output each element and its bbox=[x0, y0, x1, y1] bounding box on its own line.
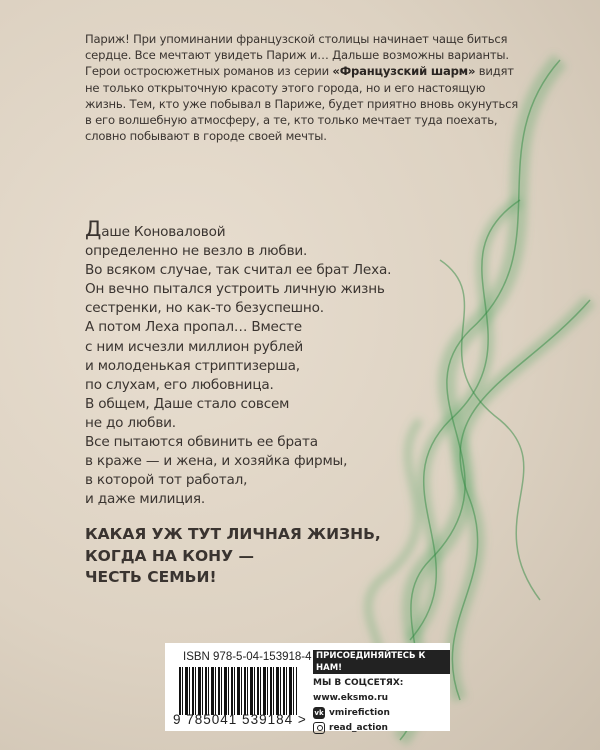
blurb-line: и даже милиция. bbox=[85, 491, 206, 508]
series-name: «Французский шарм» bbox=[332, 64, 476, 79]
series-description bbox=[85, 31, 525, 144]
blurb-line: Он вечно пытался устроить личную жизнь bbox=[85, 281, 385, 298]
blurb-line: с ним исчезли миллион рублей bbox=[85, 338, 304, 355]
blurb-line: и молоденькая стриптизерша, bbox=[85, 357, 300, 374]
vk-handle[interactable]: vmirefiction bbox=[329, 708, 390, 718]
isbn-label: ISBN 978-5-04-153918-4 bbox=[183, 651, 312, 663]
barcode-panel bbox=[165, 643, 450, 731]
blurb-line: Все пытаются обвинить ее брата bbox=[85, 434, 318, 451]
blurb-line: по слухам, его любовница. bbox=[85, 376, 274, 393]
tagline-line: КАКАЯ УЖ ТУТ ЛИЧНАЯ ЖИЗНЬ, bbox=[85, 525, 381, 543]
instagram-icon bbox=[313, 722, 325, 734]
tagline-line: ЧЕСТЬ СЕМЬИ! bbox=[85, 568, 217, 586]
blurb-line: определенно не везло в любви. bbox=[85, 243, 308, 260]
blurb-line: аше Коноваловой bbox=[101, 224, 226, 240]
drop-cap: Д bbox=[85, 217, 102, 241]
book-blurb bbox=[85, 217, 415, 509]
blurb-line: Во всяком случае, так считал ее брат Леха. bbox=[85, 262, 392, 279]
instagram-handle[interactable]: read_action bbox=[329, 723, 388, 733]
blurb-line: в краже — и жена, и хозяйка фирмы, bbox=[85, 453, 348, 470]
barcode-digits: 9 785041 539184 > bbox=[173, 712, 307, 727]
blurb-line: В общем, Даше стало совсем bbox=[85, 395, 290, 412]
blurb-line: в которой тот работал, bbox=[85, 472, 248, 489]
vk-icon: vk bbox=[314, 708, 324, 717]
website-link[interactable]: www.eksmo.ru bbox=[313, 693, 389, 703]
intro-text: Париж! При упоминании французской столицы начинает чаще биться сердце. Все мечтают увидеть Париж и… Дальше возможны варианты. Герои остросюжетных романов из серии bbox=[85, 32, 509, 79]
blurb-line: сестренки, но как-то безуспешно. bbox=[85, 300, 324, 317]
barcode-image bbox=[179, 667, 297, 715]
join-banner: ПРИСОЕДИНЯЙТЕСЬ К НАМ! bbox=[313, 650, 450, 674]
social-block bbox=[313, 650, 450, 736]
social-label: МЫ В СОЦСЕТЯХ: bbox=[313, 678, 404, 688]
tagline bbox=[85, 524, 381, 589]
intro-text-end: видят не только открыточную красоту этого города, но и его настоящую жизнь. Тем, кто уже побывал в Париже, будет приятно вновь окунуться в его волшебную атмосферу, а те, кто только мечтает туда поехать, словно побывают в городе своей мечты. bbox=[85, 64, 519, 144]
tagline-line: КОГДА НА КОНУ — bbox=[85, 546, 254, 565]
blurb-line: А потом Леха пропал… Вместе bbox=[85, 319, 302, 336]
blurb-line: не до любви. bbox=[85, 414, 176, 431]
